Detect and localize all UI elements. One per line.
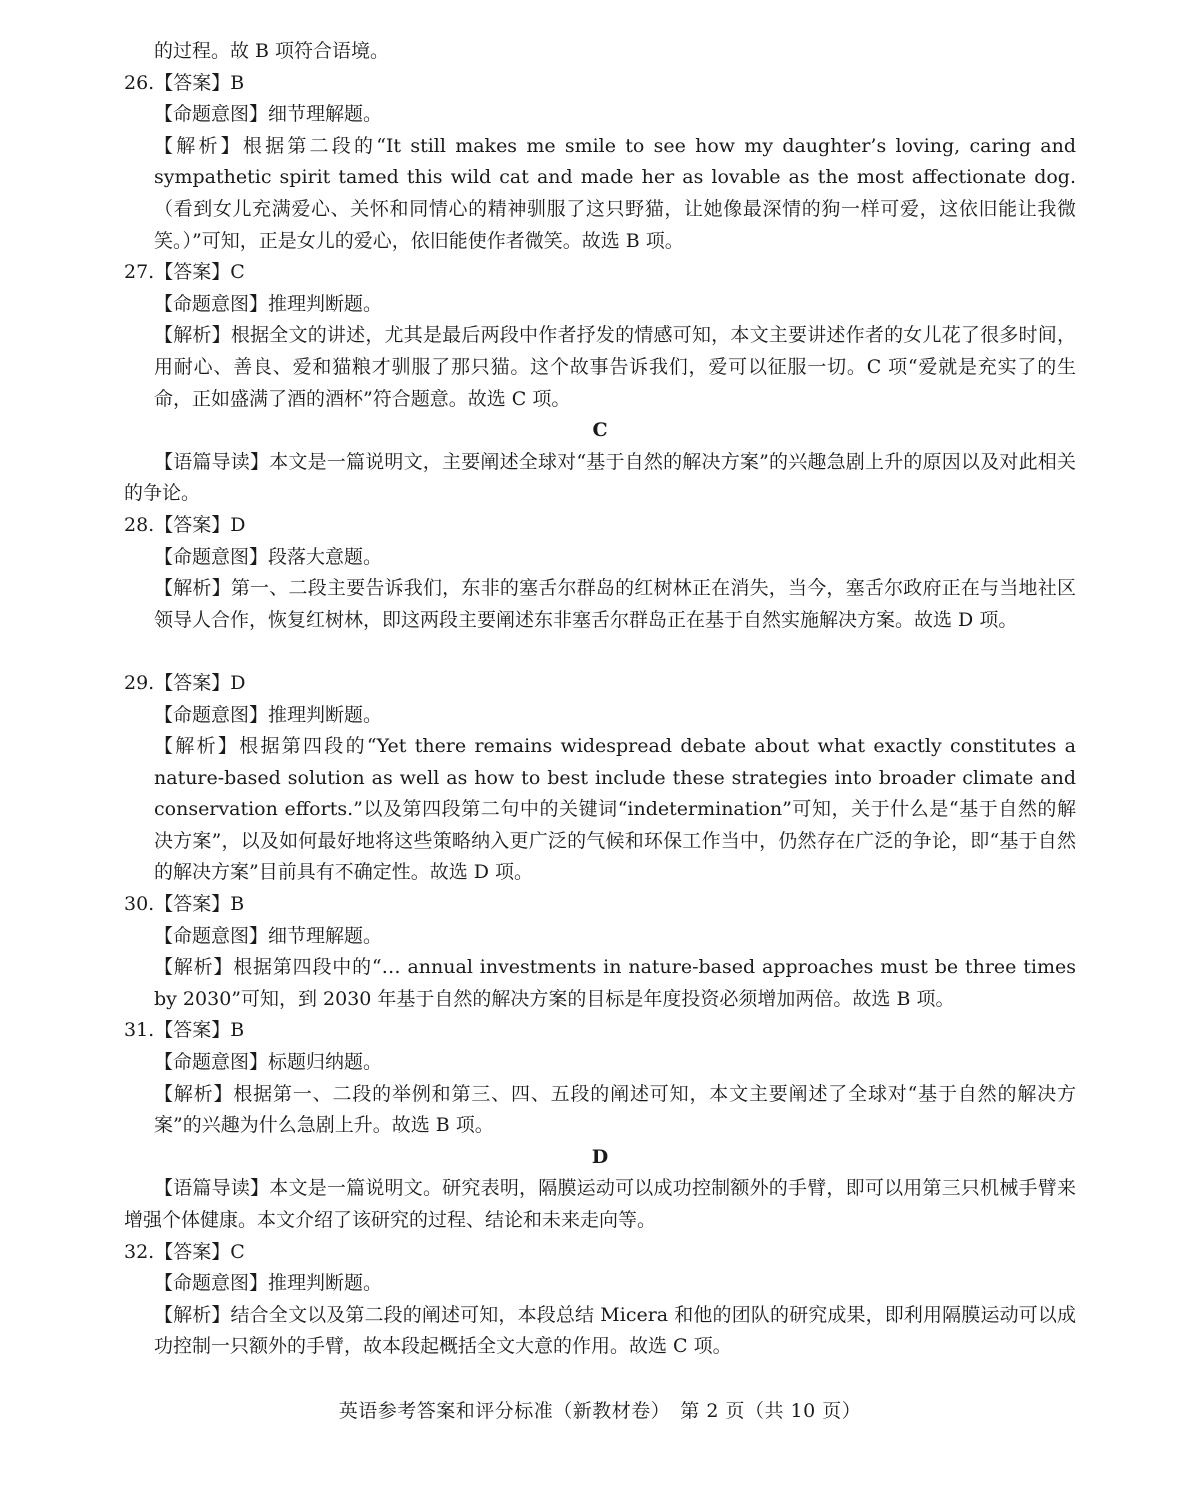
q31-intent: 【命题意图】标题归纳题。 <box>154 1051 383 1074</box>
q26-analysis: 【解析】根据第二段的“It still makes me smile to see how my daughter’s loving, caring and sympathetic spirit tamed this wild cat and made her as lovable as the most affectionate dog.（看到女儿充满爱心、关怀和同情心的精神驯服了这只野猫，让她像最深情的狗一样可爱，这依旧能让我微笑。）”可知，正是女儿的爱心，依旧能使作者微笑。故选 B 项。 <box>154 134 1076 252</box>
q32-analysis: 【解析】结合全文以及第二段的阐述可知，本段总结 Micera 和他的团队的研究成果，即利用隔膜运动可以成功控制一只额外的手臂，故本段起概括全文大意的作用。故选 C 项。 <box>154 1303 1076 1358</box>
section-d-intro: 【语篇导读】本文是一篇说明文。研究表明，隔膜运动可以成功控制额外的手臂，即可以用第三只机械手臂来增强个体健康。本文介绍了该研究的过程、结论和未来走向等。 <box>124 1177 1076 1232</box>
intro-tail: 的过程。故 B 项符合语境。 <box>154 40 390 62</box>
q30-answer: 30.【答案】B <box>124 893 245 916</box>
q30-intent: 【命题意图】细节理解题。 <box>154 924 383 947</box>
section-d-heading: D <box>591 1145 609 1168</box>
q27-analysis: 【解析】根据全文的讲述，尤其是最后两段中作者抒发的情感可知，本文主要讲述作者的女儿花了很多时间，用耐心、善良、爱和猫粮才驯服了那只猫。这个故事告诉我们，爱可以征服一切。C 项“爱就是充实了的生命，正如盛满了酒的酒杯”符合题意。故选 C 项。 <box>154 324 1076 410</box>
q29-intent: 【命题意图】推理判断题。 <box>154 703 383 726</box>
q32-answer: 32.【答案】C <box>124 1240 245 1263</box>
answer-content <box>124 36 1076 1363</box>
q29-answer: 29.【答案】D <box>124 671 246 694</box>
q32-intent: 【命题意图】推理判断题。 <box>154 1272 383 1295</box>
q26-intent: 【命题意图】细节理解题。 <box>154 103 383 126</box>
q28-analysis: 【解析】第一、二段主要告诉我们，东非的塞舌尔群岛的红树林正在消失，当今，塞舌尔政府正在与当地社区领导人合作，恢复红树林，即这两段主要阐述东非塞舌尔群岛正在基于自然实施解决方案。故选 D 项。 <box>154 577 1076 631</box>
q27-intent: 【命题意图】推理判断题。 <box>154 292 383 315</box>
section-c-intro: 【语篇导读】本文是一篇说明文，主要阐述全球对“基于自然的解决方案”的兴趣急剧上升的原因以及对此相关的争论。 <box>124 450 1076 505</box>
section-c-heading: C <box>592 419 608 442</box>
q31-answer: 31.【答案】B <box>124 1019 245 1042</box>
q31-analysis: 【解析】根据第一、二段的举例和第三、四、五段的阐述可知，本文主要阐述了全球对“基于自然的解决方案”的兴趣为什么急剧上升。故选 B 项。 <box>154 1082 1076 1137</box>
q26-answer: 26.【答案】B <box>124 71 245 94</box>
q30-analysis: 【解析】根据第四段中的“… annual investments in nature-based approaches must be three times by 2030”可知，到 2030 年基于自然的解决方案的目标是年度投资必须增加两倍。故选 B 项。 <box>154 956 1076 1010</box>
q28-answer: 28.【答案】D <box>124 513 246 536</box>
page-footer: 英语参考答案和评分标准（新教材卷） 第 2 页（共 10 页） <box>338 1400 862 1422</box>
q27-answer: 27.【答案】C <box>124 261 245 284</box>
q29-analysis: 【解析】根据第四段的“Yet there remains widespread debate about what exactly constitutes a nature-based solution as well as how to best include these strategies into broader climate and conservation efforts.”以及第四段第二句中的关键词“indetermination”可知，关于什么是“基于自然的解决方案”，以及如何最好地将这些策略纳入更广泛的气候和环保工作当中，仍然存在广泛的争论，即“基于自然的解决方案”目前具有不确定性。故选 D 项。 <box>154 735 1076 884</box>
q28-intent: 【命题意图】段落大意题。 <box>154 545 383 568</box>
